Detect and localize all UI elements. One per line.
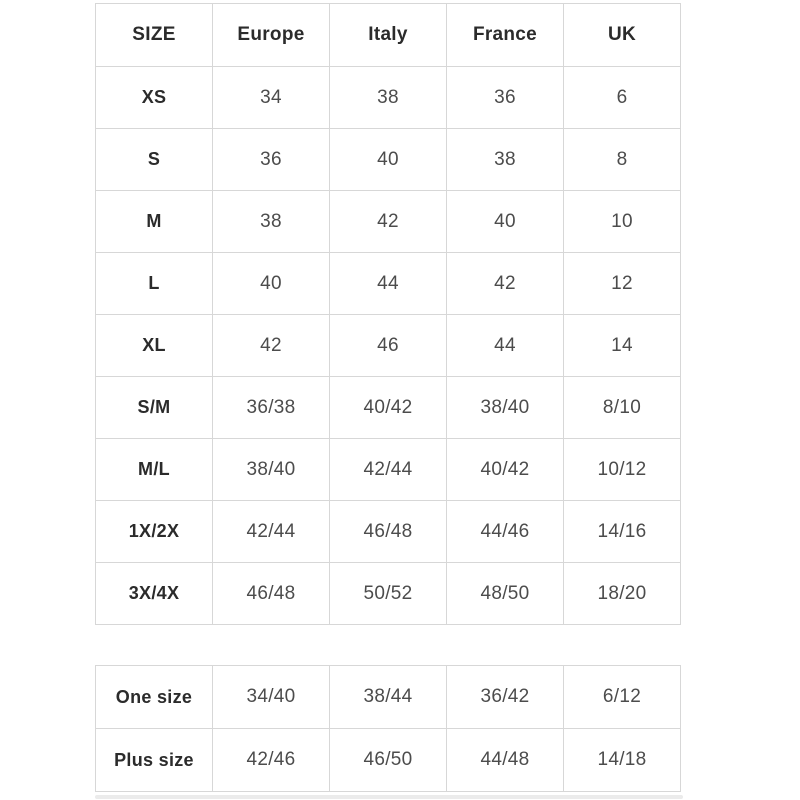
value-cell: 36 bbox=[213, 129, 330, 191]
size-label-cell: 1X/2X bbox=[96, 501, 213, 563]
value-cell: 36/42 bbox=[447, 666, 564, 729]
table-row bbox=[96, 666, 681, 729]
value-cell: 42 bbox=[330, 191, 447, 253]
table-row bbox=[96, 377, 681, 439]
value-cell: 34/40 bbox=[213, 666, 330, 729]
value-cell: 8/10 bbox=[564, 377, 681, 439]
value-cell: 40 bbox=[213, 253, 330, 315]
value-cell: 14/18 bbox=[564, 729, 681, 792]
table-header-row bbox=[96, 4, 681, 67]
size-label-cell: 3X/4X bbox=[96, 563, 213, 625]
size-label-cell: M/L bbox=[96, 439, 213, 501]
value-cell: 44 bbox=[447, 315, 564, 377]
value-cell: 48/50 bbox=[447, 563, 564, 625]
value-cell: 8 bbox=[564, 129, 681, 191]
size-label-cell: S bbox=[96, 129, 213, 191]
table-row bbox=[96, 67, 681, 129]
column-header: UK bbox=[564, 4, 681, 67]
value-cell: 42/46 bbox=[213, 729, 330, 792]
table-row bbox=[96, 191, 681, 253]
value-cell: 44/48 bbox=[447, 729, 564, 792]
value-cell: 46/48 bbox=[330, 501, 447, 563]
value-cell: 18/20 bbox=[564, 563, 681, 625]
value-cell: 14/16 bbox=[564, 501, 681, 563]
value-cell: 40/42 bbox=[447, 439, 564, 501]
table-row bbox=[96, 729, 681, 792]
value-cell: 10/12 bbox=[564, 439, 681, 501]
value-cell: 6 bbox=[564, 67, 681, 129]
column-header: Italy bbox=[330, 4, 447, 67]
size-label-cell: Plus size bbox=[96, 729, 213, 792]
value-cell: 42 bbox=[213, 315, 330, 377]
size-label-cell: XL bbox=[96, 315, 213, 377]
value-cell: 46/50 bbox=[330, 729, 447, 792]
value-cell: 10 bbox=[564, 191, 681, 253]
size-label-cell: S/M bbox=[96, 377, 213, 439]
value-cell: 42/44 bbox=[213, 501, 330, 563]
value-cell: 46/48 bbox=[213, 563, 330, 625]
size-label-cell: One size bbox=[96, 666, 213, 729]
value-cell: 36 bbox=[447, 67, 564, 129]
value-cell: 40 bbox=[447, 191, 564, 253]
special-sizes-table bbox=[95, 665, 681, 792]
value-cell: 40 bbox=[330, 129, 447, 191]
value-cell: 50/52 bbox=[330, 563, 447, 625]
column-header: SIZE bbox=[96, 4, 213, 67]
size-conversion-table bbox=[95, 3, 681, 625]
table-row bbox=[96, 129, 681, 191]
value-cell: 38/44 bbox=[330, 666, 447, 729]
value-cell: 42 bbox=[447, 253, 564, 315]
value-cell: 38/40 bbox=[447, 377, 564, 439]
value-cell: 46 bbox=[330, 315, 447, 377]
value-cell: 38 bbox=[447, 129, 564, 191]
table-row bbox=[96, 315, 681, 377]
value-cell: 6/12 bbox=[564, 666, 681, 729]
horizontal-scrollbar[interactable] bbox=[95, 795, 683, 799]
value-cell: 40/42 bbox=[330, 377, 447, 439]
value-cell: 36/38 bbox=[213, 377, 330, 439]
size-label-cell: XS bbox=[96, 67, 213, 129]
value-cell: 34 bbox=[213, 67, 330, 129]
value-cell: 38 bbox=[330, 67, 447, 129]
value-cell: 12 bbox=[564, 253, 681, 315]
column-header: France bbox=[447, 4, 564, 67]
size-label-cell: M bbox=[96, 191, 213, 253]
value-cell: 14 bbox=[564, 315, 681, 377]
table-row bbox=[96, 563, 681, 625]
table-row bbox=[96, 253, 681, 315]
size-label-cell: L bbox=[96, 253, 213, 315]
value-cell: 44 bbox=[330, 253, 447, 315]
value-cell: 38 bbox=[213, 191, 330, 253]
column-header: Europe bbox=[213, 4, 330, 67]
value-cell: 44/46 bbox=[447, 501, 564, 563]
value-cell: 38/40 bbox=[213, 439, 330, 501]
table-row bbox=[96, 439, 681, 501]
table-row bbox=[96, 501, 681, 563]
value-cell: 42/44 bbox=[330, 439, 447, 501]
